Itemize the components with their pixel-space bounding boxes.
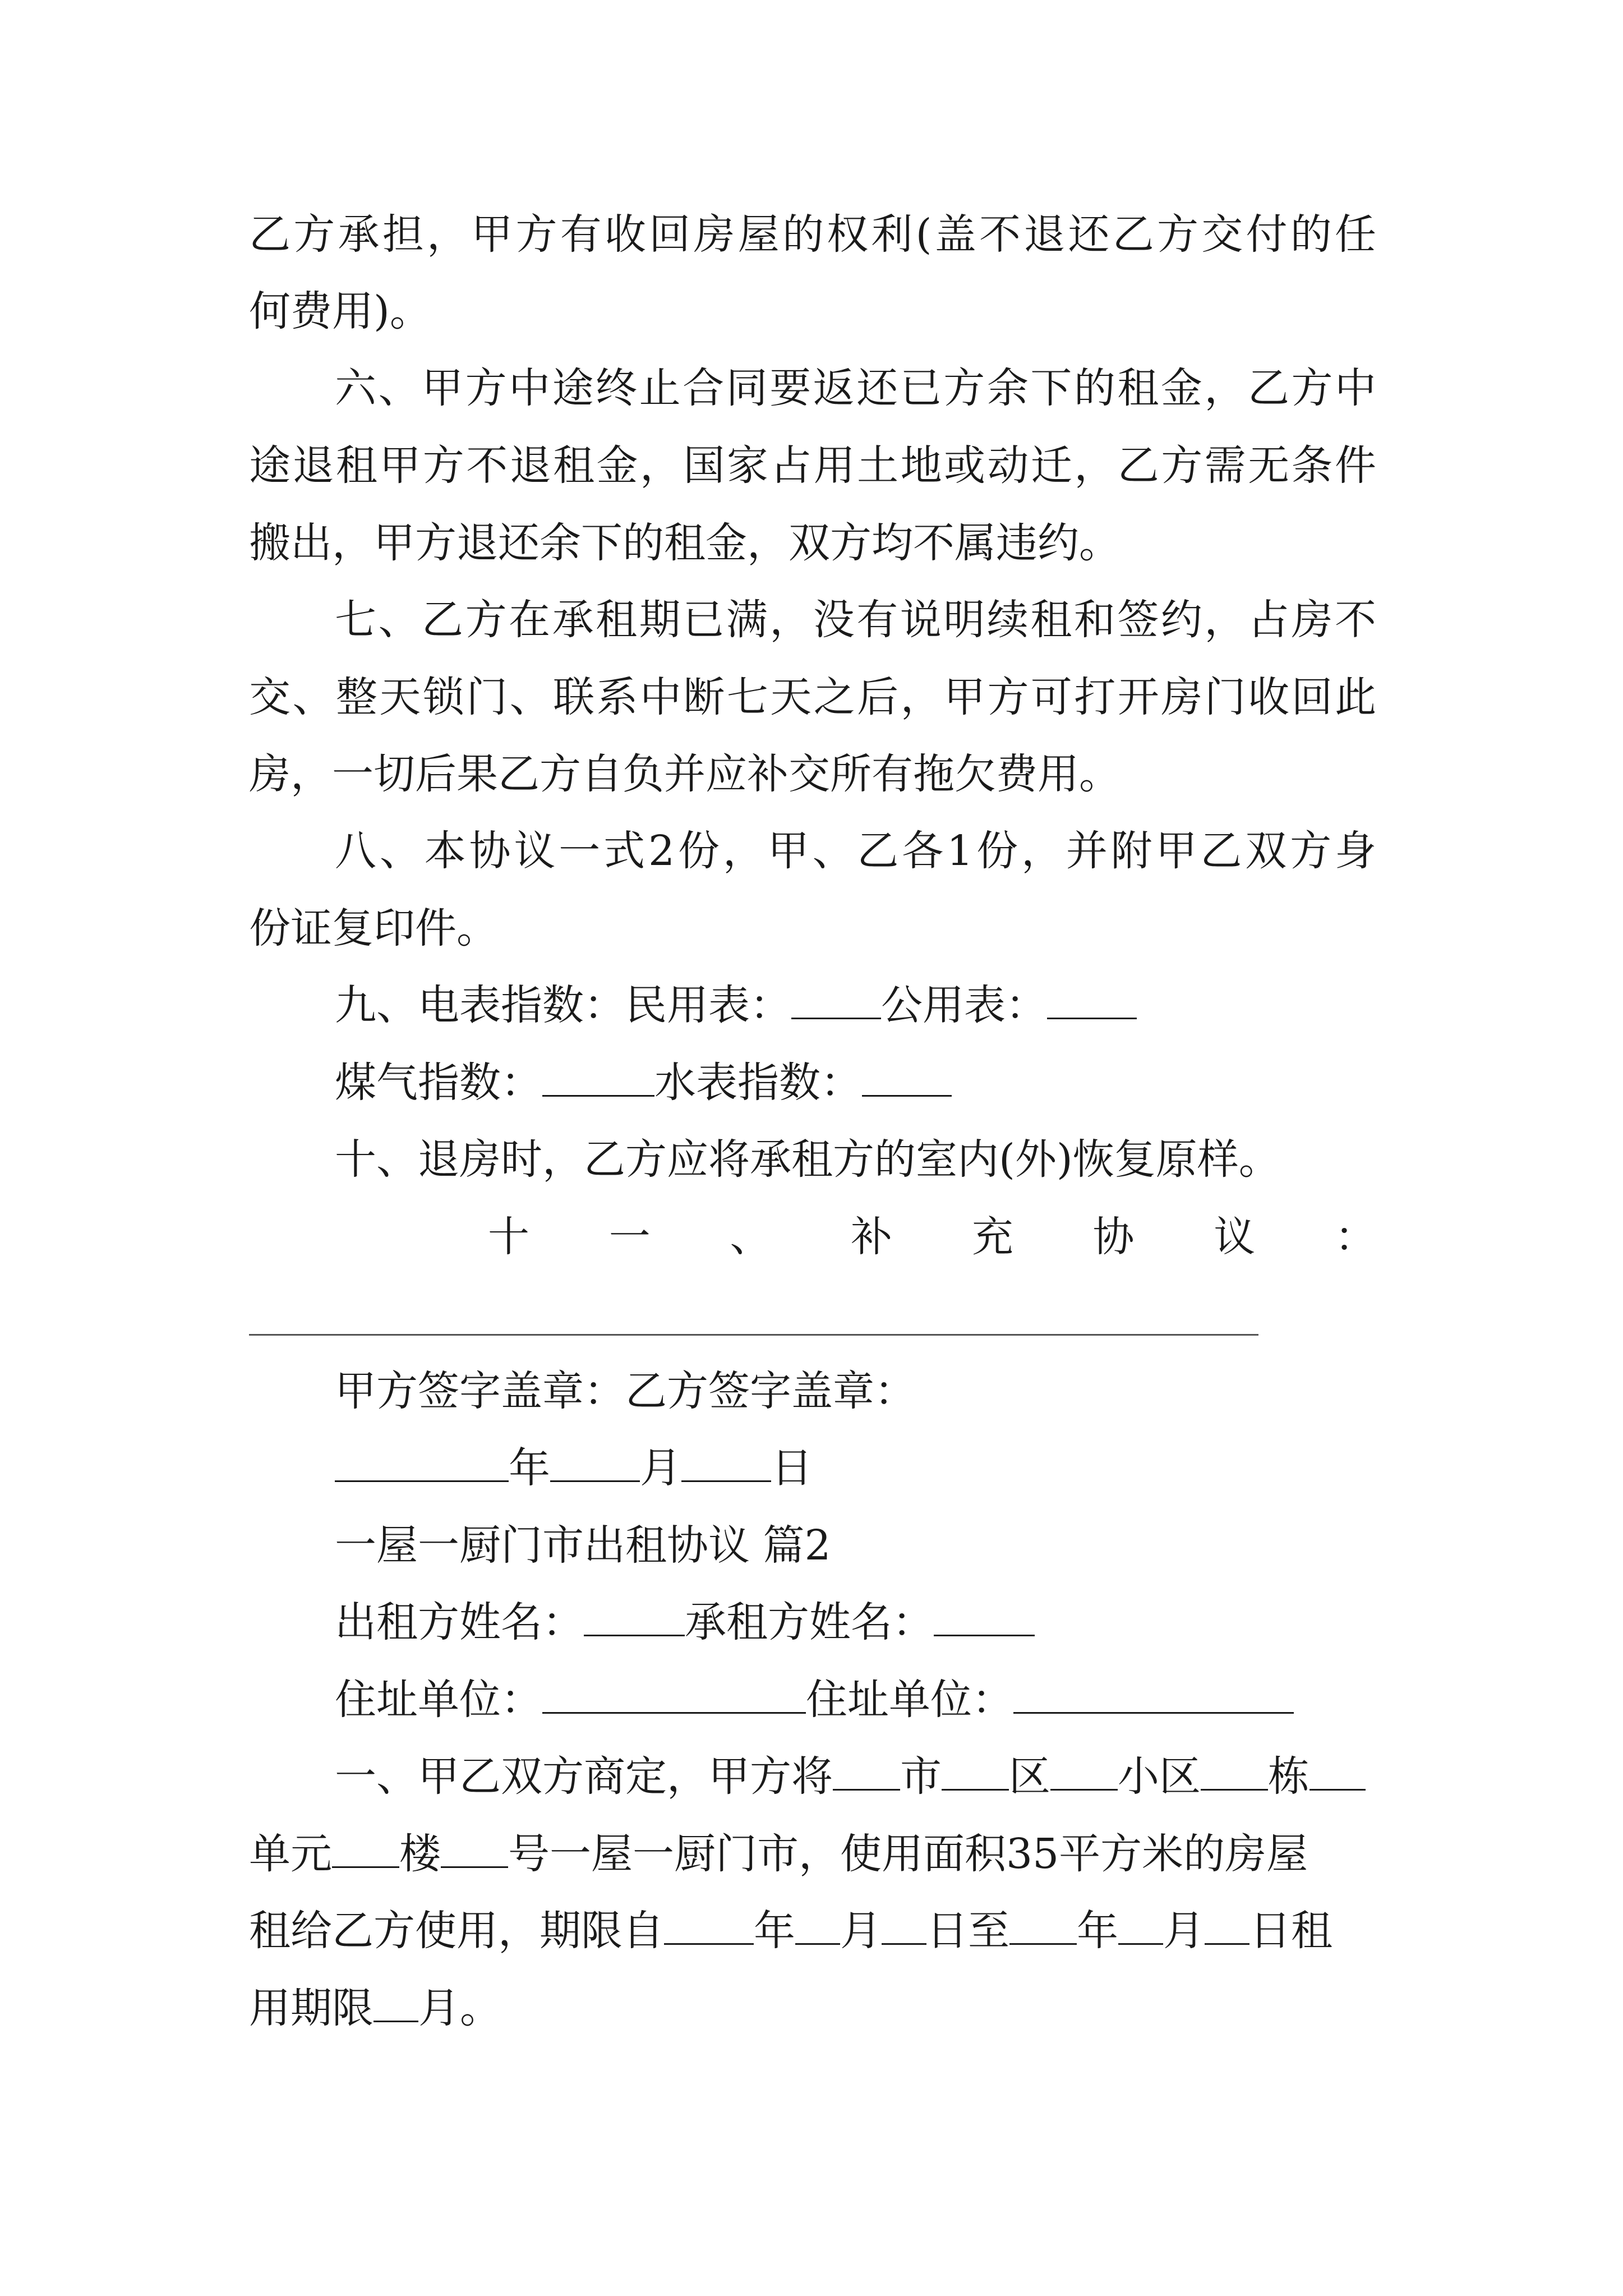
city-label: 市: [900, 1752, 942, 1801]
supplementary-agreement-blank-line: [249, 1334, 1258, 1336]
district-label: 区: [1009, 1752, 1050, 1801]
end-year-label: 年: [1077, 1907, 1118, 1955]
city-blank: [833, 1753, 900, 1791]
clause-11-char: 十: [488, 1213, 529, 1261]
date-month-label: 月: [640, 1444, 681, 1492]
start-year-label: 年: [754, 1907, 795, 1955]
clause-5-tail-line-2: 何费用)。: [249, 287, 431, 335]
clause-7-line-2: 交、整天锁门、联系中断七天之后，甲方可打开房门收回此: [249, 673, 1376, 721]
floor-blank: [332, 1830, 399, 1868]
clause-1-text: 一、甲乙双方商定，甲方将: [335, 1752, 833, 1801]
date-day-label: 日: [771, 1444, 813, 1492]
building-label: 栋: [1268, 1752, 1310, 1801]
clause-11-char: 协: [1092, 1213, 1135, 1261]
date-year-blank: [335, 1444, 509, 1482]
lessor-address-label: 住址单位：: [335, 1676, 542, 1724]
community-label: 小区: [1118, 1752, 1201, 1801]
water-meter-label: 水表指数：: [654, 1059, 862, 1107]
clause-10: 十、退房时，乙方应将承租方的室内(外)恢复原样。: [335, 1135, 1280, 1184]
electric-civil-blank: [791, 982, 881, 1019]
number-blank: [441, 1830, 508, 1868]
end-day-blank: [1205, 1907, 1249, 1945]
end-day-label: 日租: [1249, 1907, 1332, 1955]
electric-public-label: 公用表：: [881, 981, 1047, 1029]
clause-1-text: 租给乙方使用，期限自: [249, 1907, 664, 1955]
clause-8-line-1: 八、本协议一式2份，甲、乙各1份，并附甲乙双方身: [335, 827, 1376, 875]
district-blank: [942, 1753, 1009, 1791]
clause-11-char: ：: [1334, 1213, 1376, 1261]
clause-1-text: 用期限: [249, 1984, 374, 2032]
clause-11-char: 议: [1214, 1213, 1256, 1261]
start-month-label: 月: [840, 1907, 882, 1955]
signature-labels: 甲方签字盖章：乙方签字盖章：: [335, 1367, 916, 1415]
lessor-name-blank: [584, 1599, 685, 1636]
party-names: [335, 1594, 1035, 1650]
clause-11-heading: [488, 1209, 1376, 1265]
lessor-name-label: 出租方姓名：: [335, 1598, 584, 1646]
clause-8-line-2: 份证复印件。: [249, 904, 498, 953]
clause-7-line-3: 房，一切后果乙方自负并应补交所有拖欠费用。: [249, 750, 1121, 798]
start-day-blank: [882, 1907, 926, 1945]
electric-civil-label: 九、电表指数：民用表：: [335, 981, 791, 1029]
clause-7-line-1: 七、乙方在承租期已满，没有说明续租和签约，占房不: [335, 596, 1376, 644]
term-months-blank: [374, 1985, 418, 2022]
section-2-clause-1-line-2: [249, 1826, 1308, 1882]
clause-5-tail-line-1: 乙方承担，甲方有收回房屋的权利(盖不退还乙方交付的任: [249, 210, 1376, 259]
gas-meter-blank: [542, 1059, 654, 1097]
clause-1-text: 号一屋一厨门市，使用面积35平方米的房屋: [508, 1830, 1308, 1878]
clause-11-char: 一: [608, 1213, 651, 1261]
clause-6-line-3: 搬出，甲方退还余下的租金，双方均不属违约。: [249, 519, 1121, 567]
building-blank: [1201, 1753, 1268, 1791]
end-month-blank: [1118, 1907, 1163, 1945]
section-2-clause-1-line-3: [249, 1903, 1332, 1959]
gas-meter-label: 煤气指数：: [335, 1059, 542, 1107]
lessee-address-blank: [1013, 1676, 1294, 1714]
clause-11-char: 、: [730, 1213, 772, 1261]
clause-9-gas-water-meter: [335, 1055, 952, 1111]
start-year-blank: [664, 1907, 754, 1945]
date-day-blank: [681, 1444, 771, 1482]
lessor-address-blank: [542, 1676, 806, 1714]
floor-label: 楼: [399, 1830, 441, 1878]
section-2-title: 一屋一厨门市出租协议 篇2: [335, 1521, 831, 1570]
unit-label: 单元: [249, 1830, 332, 1878]
section-2-clause-1-line-4: [249, 1980, 501, 2036]
electric-public-blank: [1047, 982, 1137, 1019]
date-month-blank: [550, 1444, 640, 1482]
clause-6-line-1: 六、甲方中途终止合同要返还已方余下的租金，乙方中: [335, 364, 1376, 412]
clause-11-char: 补: [851, 1213, 893, 1261]
clause-1-text: 月。: [418, 1984, 501, 2032]
start-month-blank: [795, 1907, 840, 1945]
start-day-label: 日至: [926, 1907, 1009, 1955]
end-month-label: 月: [1163, 1907, 1205, 1955]
lessee-name-label: 承租方姓名：: [685, 1598, 934, 1646]
signature-date: [335, 1440, 813, 1496]
clause-9-electric-meter: [335, 977, 1137, 1033]
end-year-blank: [1009, 1907, 1077, 1945]
party-addresses: [335, 1672, 1294, 1728]
clause-11-char: 充: [971, 1213, 1013, 1261]
water-meter-blank: [862, 1059, 952, 1097]
clause-6-line-2: 途退租甲方不退租金，国家占用土地或动迁，乙方需无条件: [249, 441, 1376, 490]
section-2-clause-1-line-1: [335, 1749, 1366, 1805]
date-year-label: 年: [509, 1444, 550, 1492]
unit-blank: [1310, 1753, 1366, 1791]
community-blank: [1050, 1753, 1118, 1791]
lessee-address-label: 住址单位：: [806, 1676, 1013, 1724]
lessee-name-blank: [934, 1599, 1035, 1636]
